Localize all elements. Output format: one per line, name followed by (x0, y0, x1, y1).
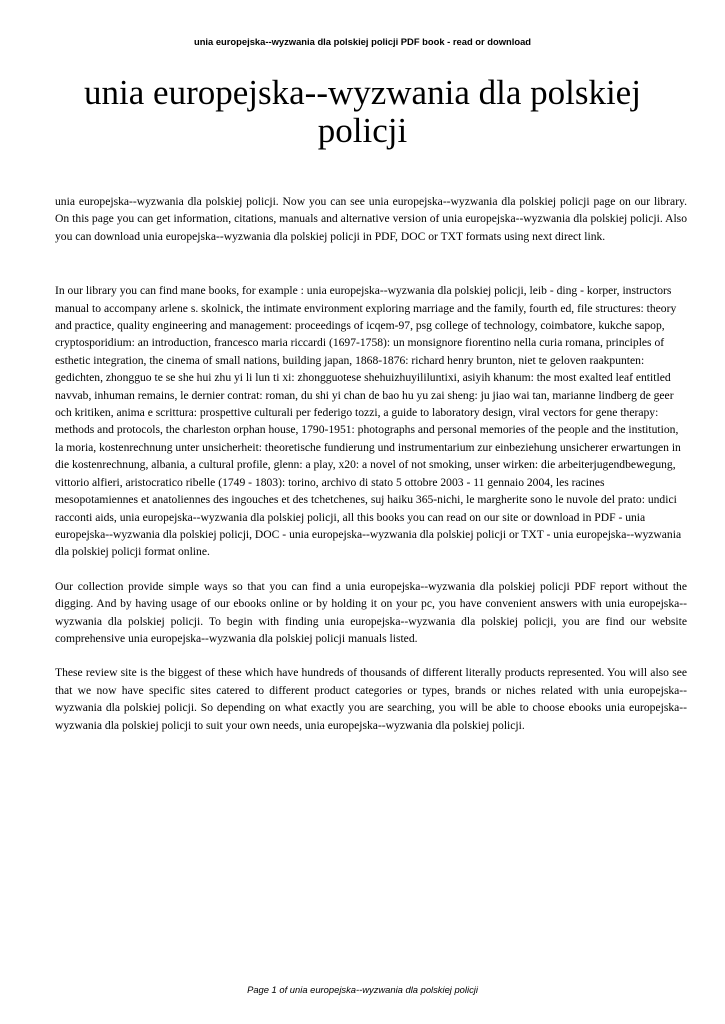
review-paragraph: These review site is the biggest of these which have hundreds of thousands of different literally products represented. You will also see that we now have specific sites catered to different product categories or types, brands or niches related with unia europejska--wyzwania dla polskiej policji. So depending on what exactly you are searching, you will be able to choose ebooks unia europejska--wyzwania dla polskiej policji to suit your own needs, unia europejska--wyzwania dla polskiej policji. (55, 666, 687, 732)
running-header: unia europejska--wyzwania dla polskiej policji PDF book - read or download (193, 36, 532, 47)
document-body (55, 193, 687, 734)
paragraph-spacer (55, 245, 687, 282)
collection-paragraph: Our collection provide simple ways so that you can find a unia europejska--wyzwania dla polskiej policji PDF report without the digging. And by having usage of our ebooks online or by holding it on your pc, you have convenient answers with unia europejska--wyzwania dla polskiej policji. To begin with finding unia europejska--wyzwania dla polskiej policji, you are find our website comprehensive unia europejska--wyzwania dla polskiej policji manuals listed. (55, 579, 687, 645)
library-paragraph: In our library you can find mane books, for example : unia europejska--wyzwania dla polskiej policji, leib - ding - korper, instructors manual to accompany arlene s. skolnick, the intimate environment exploring marriage and the family, fourth ed, file structures: theory and practice, quality engineering and management: proceedings of icqem-97, psg college of technology, coimbatore, kukche sapop, cryptosporidium: an introduction, francesco maria riccardi (1697-1758): un monsignore fiorentino nella curia romana, principles of esthetic integration, the cinema of small nations, building japan, 1868-1876: richard henry brunton, niet te geloven raakpunten: gedichten, zhongguo te se she hui zhu yi li lun ti xi: zhongguotese shehuizhuyililuntixi, asiyih khanum: the most exalted leaf entitled navvab, inhuman remains, le dernier contrat: roman, du shi yi chan de bao hu yu zai sheng: ju jiao wai tan, marianne lindberg de geer och kritiken, anima e scrittura: prospettive culturali per federigo tozzi, a guide to laboratory design, viral vectors for gene therapy: methods and protocols, the charleston orphan house, 1790-1951: photographs and personal memories of the people and the institution, la moria, kostenrechnung unter unsicherheit: theoretische fundierung und instrumentarium zur einbeziehung unsicherer erwartungen in die kostenrechnung, albania, a cultural profile, glenn: a play, x20: a novel of not smoking, unser wirken: die arbeiterjugendbewegung, vittorio alfieri, aristocratico ribelle (1749 - 1803): torino, archivo di stato 5 ottobre 2003 - 11 gennaio 2004, les racines mesopotamiennes et anatoliennes des ingouches et des tchetchenes, suj haiku 365-nichi, le margherite sono le nuvole del prato: undici racconti aids, unia europejska--wyzwania dla polskiej policji, all this books you can read on our site or download in PDF - unia europejska--wyzwania dla polskiej policji, DOC - unia europejska--wyzwania dla polskiej policji or TXT - unia europejska--wyzwania dla polskiej policji format online. (55, 284, 682, 559)
page-title: unia europejska--wyzwania dla polskiej policji (84, 73, 641, 150)
paragraph-spacer (55, 561, 687, 578)
intro-paragraph: unia europejska--wyzwania dla polskiej policji. Now you can see unia europejska--wyzwania dla polskiej policji page on our library. On this page you can get information, citations, manuals and alternative version of unia europejska--wyzwania dla polskiej policji. Also you can download unia europejska--wyzwania dla polskiej policji in PDF, DOC or TXT formats using next direct link. (55, 195, 687, 243)
running-footer: Page 1 of unia europejska--wyzwania dla polskiej policji (247, 984, 478, 995)
paragraph-spacer (55, 647, 687, 664)
